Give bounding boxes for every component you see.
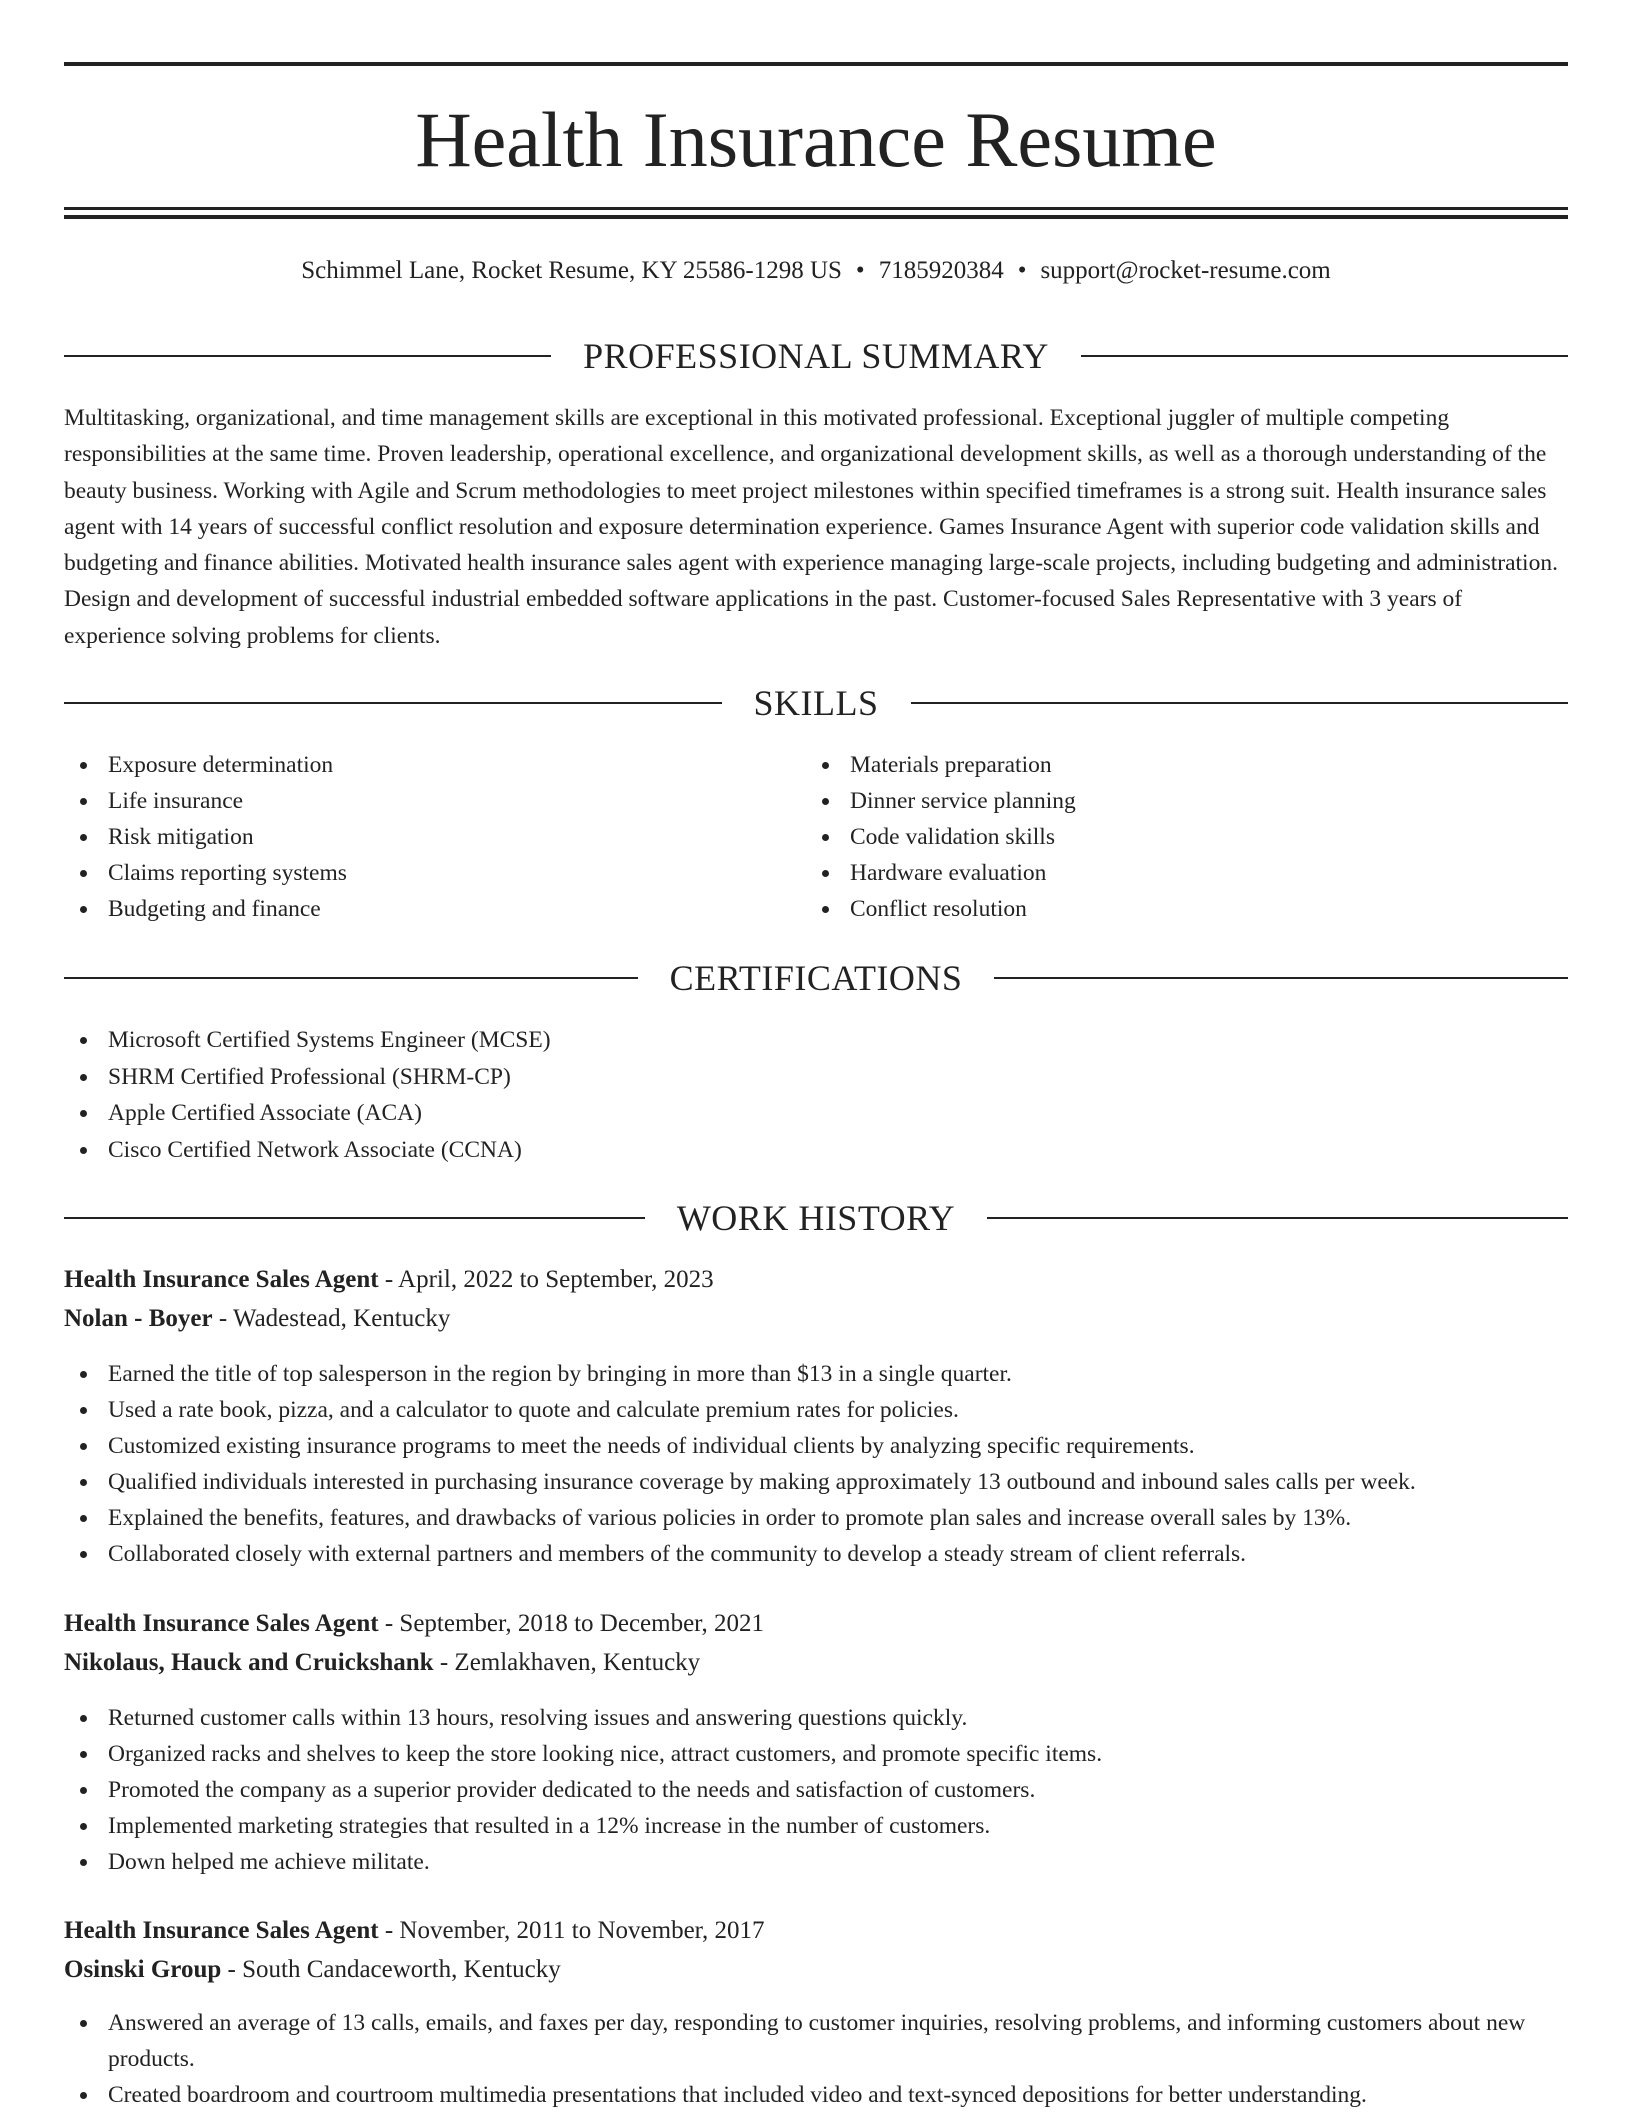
section-header-summary xyxy=(64,332,1568,380)
skills-list-left xyxy=(64,747,764,927)
contact-separator: • xyxy=(855,257,865,284)
certification-item: Cisco Certified Network Associate (CCNA) xyxy=(64,1132,1264,1169)
skills-list-right xyxy=(806,747,1506,927)
skill-item: Materials preparation xyxy=(806,747,1506,783)
certification-item: Microsoft Certified Systems Engineer (MCSE) xyxy=(64,1022,1264,1059)
title-rule-upper xyxy=(64,207,1568,210)
job-bullet: Promoted the company as a superior provider dedicated to the needs and satisfaction of customers. xyxy=(64,1772,1568,1808)
job-bullet: Earned the title of top salesperson in the region by bringing in more than $13 in a single quarter. xyxy=(64,1356,1568,1392)
job-company-line xyxy=(64,1645,1568,1681)
job-title: Health Insurance Sales Agent xyxy=(64,1610,379,1637)
job-company: Osinski Group xyxy=(64,1956,222,1983)
skill-item: Claims reporting systems xyxy=(64,855,764,891)
certifications-list xyxy=(64,1022,1264,1169)
section-rule-right xyxy=(987,1217,1568,1219)
job-bullet: Down helped me achieve militate. xyxy=(64,1844,1568,1880)
job-title-line xyxy=(64,1262,1568,1298)
job-bullet: Answered an average of 13 calls, emails, and faxes per day, responding to customer inquiries, resolving problems, and informing customers about new products. xyxy=(64,2005,1568,2077)
skill-item: Life insurance xyxy=(64,783,764,819)
job-bullets xyxy=(64,1356,1568,1572)
contact-phone: 7185920384 xyxy=(878,257,1004,284)
section-title-skills: SKILLS xyxy=(753,683,879,723)
job-bullet: Implemented marketing strategies that resulted in a 12% increase in the number of customers. xyxy=(64,1808,1568,1844)
section-rule-left xyxy=(64,977,638,979)
summary-text: Multitasking, organizational, and time management skills are exceptional in this motivated professional. Exceptional juggler of multiple competing responsibilities at the same time. Proven leadership, operational excellence, and organizational development skills, as well as a thorough understanding of the beauty business. Working with Agile and Scrum methodologies to meet project milestones within specified timeframes is a strong suit. Health insurance sales agent with 14 years of successful conflict resolution and exposure determination experience. Games Insurance Agent with superior code validation skills and budgeting and finance abilities. Motivated health insurance sales agent with experience managing large-scale projects, including budgeting and administration. Design and development of successful industrial embedded software applications in the past. Customer-focused Sales Representative with 3 years of experience solving problems for clients. xyxy=(64,405,1558,649)
section-title-summary: PROFESSIONAL SUMMARY xyxy=(583,336,1049,376)
section-rule-left xyxy=(64,355,551,357)
skill-item: Hardware evaluation xyxy=(806,855,1506,891)
job-company-line xyxy=(64,1952,1568,1988)
contact-address: Schimmel Lane, Rocket Resume, KY 25586-1298 US xyxy=(301,257,842,284)
section-rule-right xyxy=(1081,355,1568,357)
skill-item: Conflict resolution xyxy=(806,891,1506,927)
job-bullet: Used a rate book, pizza, and a calculator to quote and calculate premium rates for policies. xyxy=(64,1392,1568,1428)
job-title-line xyxy=(64,1913,1568,1949)
job-bullet: Customized existing insurance programs to meet the needs of individual clients by analyzing specific requirements. xyxy=(64,1428,1568,1464)
section-title-certifications: CERTIFICATIONS xyxy=(669,958,963,998)
job-location: - Wadestead, Kentucky xyxy=(212,1305,451,1332)
certification-item: SHRM Certified Professional (SHRM-CP) xyxy=(64,1059,1264,1096)
section-rule-left xyxy=(64,1217,645,1219)
job-bullet: Collaborated closely with external partners and members of the community to develop a steady stream of client referrals. xyxy=(64,1536,1568,1572)
job-location: - Zemlakhaven, Kentucky xyxy=(433,1649,701,1676)
section-rule-right xyxy=(911,702,1569,704)
section-rule-left xyxy=(64,702,722,704)
job-title: Health Insurance Sales Agent xyxy=(64,1917,379,1944)
job-dates: - November, 2011 to November, 2017 xyxy=(378,1917,765,1944)
job-bullet: Returned customer calls within 13 hours, resolving issues and answering questions quickly. xyxy=(64,1700,1568,1736)
job-bullet: Organized racks and shelves to keep the store looking nice, attract customers, and promote specific items. xyxy=(64,1736,1568,1772)
job-bullet: Created boardroom and courtroom multimedia presentations that included video and text-synced depositions for better understanding. xyxy=(64,2077,1568,2113)
job-dates: - April, 2022 to September, 2023 xyxy=(378,1266,714,1293)
section-header-certifications xyxy=(64,954,1568,1002)
certification-item: Apple Certified Associate (ACA) xyxy=(64,1095,1264,1132)
job-title: Health Insurance Sales Agent xyxy=(64,1266,379,1293)
skill-item: Dinner service planning xyxy=(806,783,1506,819)
job-title-line xyxy=(64,1606,1568,1642)
job-bullet: Explained the benefits, features, and drawbacks of various policies in order to promote plan sales and increase overall sales by 13%. xyxy=(64,1500,1568,1536)
section-title-work: WORK HISTORY xyxy=(676,1198,956,1238)
job-company: Nolan - Boyer xyxy=(64,1305,213,1332)
resume-title: Health Insurance Resume xyxy=(415,96,1217,183)
skill-item: Exposure determination xyxy=(64,747,764,783)
section-rule-right xyxy=(994,977,1568,979)
skill-item: Budgeting and finance xyxy=(64,891,764,927)
job-company-line xyxy=(64,1301,1568,1337)
skill-item: Code validation skills xyxy=(806,819,1506,855)
contact-email[interactable]: support@rocket-resume.com xyxy=(1040,257,1331,284)
top-rule xyxy=(64,62,1568,66)
job-bullets xyxy=(64,2005,1568,2113)
job-location: - South Candaceworth, Kentucky xyxy=(221,1956,561,1983)
contact-line xyxy=(64,254,1568,288)
title-rule-lower xyxy=(64,215,1568,219)
skill-item: Risk mitigation xyxy=(64,819,764,855)
job-dates: - September, 2018 to December, 2021 xyxy=(378,1610,764,1637)
section-header-skills xyxy=(64,679,1568,727)
contact-separator: • xyxy=(1017,257,1027,284)
section-header-work xyxy=(64,1194,1568,1242)
job-bullet: Qualified individuals interested in purchasing insurance coverage by making approximately 13 outbound and inbound sales calls per week. xyxy=(64,1464,1568,1500)
job-company: Nikolaus, Hauck and Cruickshank xyxy=(64,1649,434,1676)
job-bullets xyxy=(64,1700,1568,1880)
